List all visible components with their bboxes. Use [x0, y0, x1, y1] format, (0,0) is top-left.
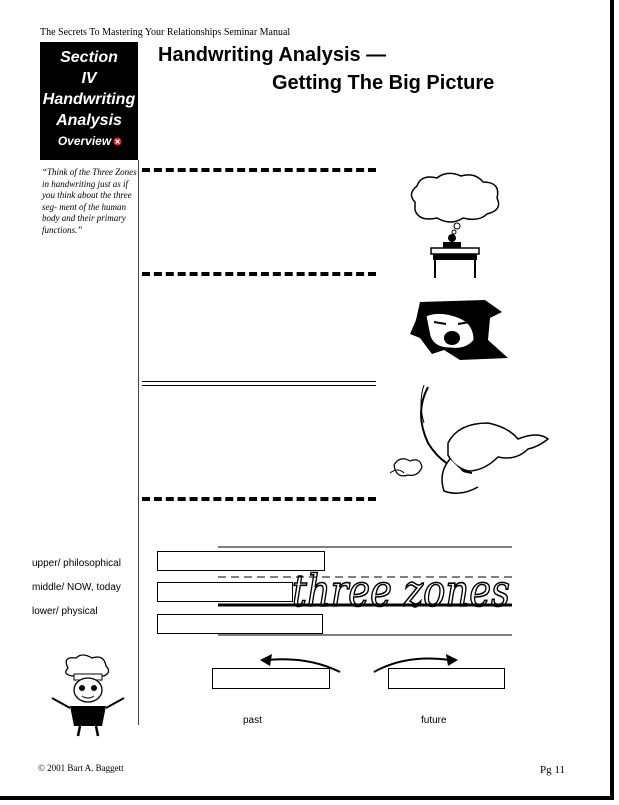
zone-divider-top [142, 168, 376, 172]
zone-label-middle: middle/ NOW, today [32, 582, 121, 593]
running-legs-icon [388, 383, 558, 501]
chef-character-icon [48, 654, 128, 738]
section-overview-label: Overview [57, 134, 112, 148]
zone-label-lower: lower/ physical [32, 606, 98, 617]
timeline-future-label: future [421, 715, 447, 726]
zone-divider-bottom [142, 497, 376, 501]
page-title-line1: Handwriting Analysis — [158, 44, 387, 66]
section-overview [40, 134, 138, 148]
answer-box-past[interactable] [212, 668, 330, 689]
zone-label-upper: upper/ philosophical [32, 558, 121, 569]
copyright-notice: © 2001 Bart A. Baggett [38, 763, 124, 773]
cursive-sample [290, 556, 514, 634]
page-number: Pg 11 [540, 764, 565, 776]
manual-header: The Secrets To Mastering Your Relationships Seminar Manual [40, 27, 291, 38]
timeline-past-label: past [243, 715, 262, 726]
page-title-line2: Getting The Big Picture [272, 72, 495, 94]
answer-box-future[interactable] [388, 668, 505, 689]
section-number: IV [81, 70, 97, 87]
cursive-sample-text: three zones [292, 566, 510, 617]
cloud-thinker-icon [405, 172, 505, 282]
shouting-face-icon [390, 300, 510, 362]
section-topic-line2: Analysis [56, 112, 122, 129]
zone-divider-middle [142, 381, 376, 386]
section-badge [40, 42, 138, 160]
close-icon [113, 137, 122, 146]
margin-rule [138, 160, 139, 725]
sidebar-quote: “Think of the Three Zones in handwriting just as if you think about the three seg- ment of the human body and their primary functions.” [42, 167, 137, 235]
section-topic-line1: Handwriting [42, 91, 136, 108]
zone-divider-upper [142, 272, 376, 276]
section-label: Section [60, 49, 118, 66]
